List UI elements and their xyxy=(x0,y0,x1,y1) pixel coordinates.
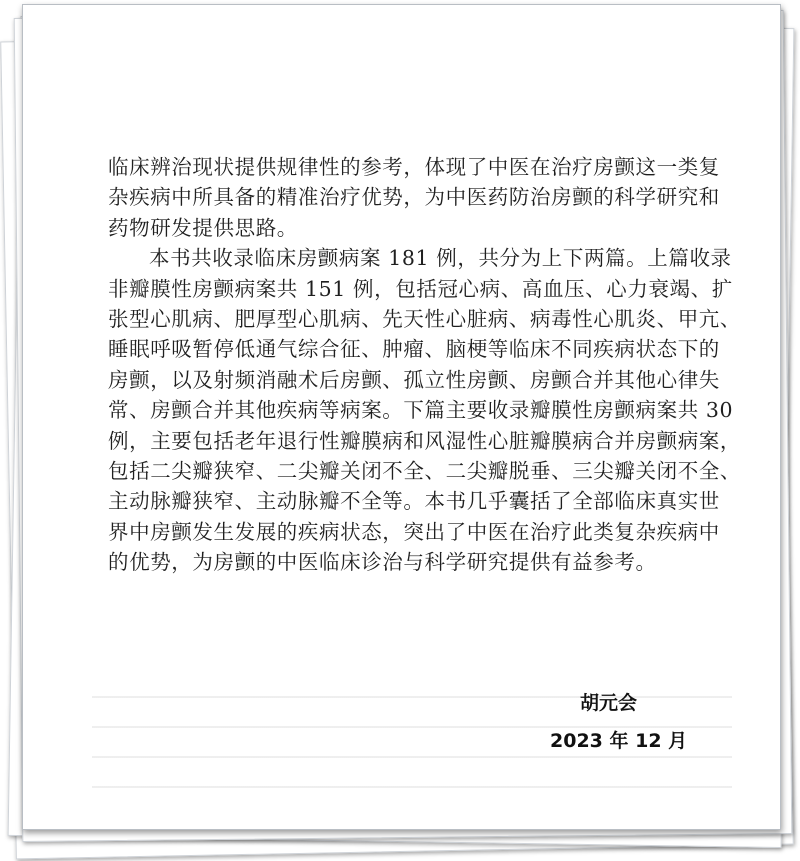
text-line: 药物研发提供思路。 xyxy=(108,215,298,240)
author-name: 胡元会 xyxy=(580,692,638,714)
text-line: 非瓣膜性房颤病案共 151 例，包括冠心病、高血压、心力衰竭、扩 xyxy=(108,276,733,301)
signature-date: 2023 年 12 月 xyxy=(550,730,688,752)
text-line: 的优势，为房颤的中医临床诊治与科学研究提供有益参考。 xyxy=(108,550,657,575)
text-line: 常、房颤合并其他疾病等病案。下篇主要收录瓣膜性房颤病案共 30 xyxy=(108,398,734,423)
text-line: 张型心肌病、肥厚型心肌病、先天性心脏病、病毒性心肌炎、甲亢、 xyxy=(108,307,741,332)
text-line: 睡眠呼吸暂停低通气综合征、肿瘤、脑梗等临床不同疾病状态下的 xyxy=(108,337,720,362)
text-line: 临床辨治现状提供规律性的参考，体现了中医在治疗房颤这一类复 xyxy=(108,155,720,179)
text-line: 杂疾病中所具备的精准治疗优势，为中医药防治房颤的科学研究和 xyxy=(108,185,720,210)
paragraph-2 xyxy=(108,243,741,577)
document-page xyxy=(22,4,779,828)
text-line: 界中房颤发生发展的疾病状态，突出了中医在治疗此类复杂疾病中 xyxy=(108,519,720,544)
text-line: 包括二尖瓣狭窄、二尖瓣关闭不全、二尖瓣脱垂、三尖瓣关闭不全、 xyxy=(108,459,741,484)
text-line: 例，主要包括老年退行性瓣膜病和风湿性心脏瓣膜病合并房颤病案， xyxy=(108,428,741,453)
paragraph-1 xyxy=(108,152,720,243)
text-line: 房颤，以及射频消融术后房颤、孤立性房颤、房颤合并其他心律失 xyxy=(108,367,720,392)
body-text xyxy=(108,152,741,578)
text-line: 本书共收录临床房颤病案 181 例，共分为上下两篇。上篇收录 xyxy=(149,246,732,271)
text-line: 主动脉瓣狭窄、主动脉瓣不全等。本书几乎囊括了全部临床真实世 xyxy=(108,489,720,514)
